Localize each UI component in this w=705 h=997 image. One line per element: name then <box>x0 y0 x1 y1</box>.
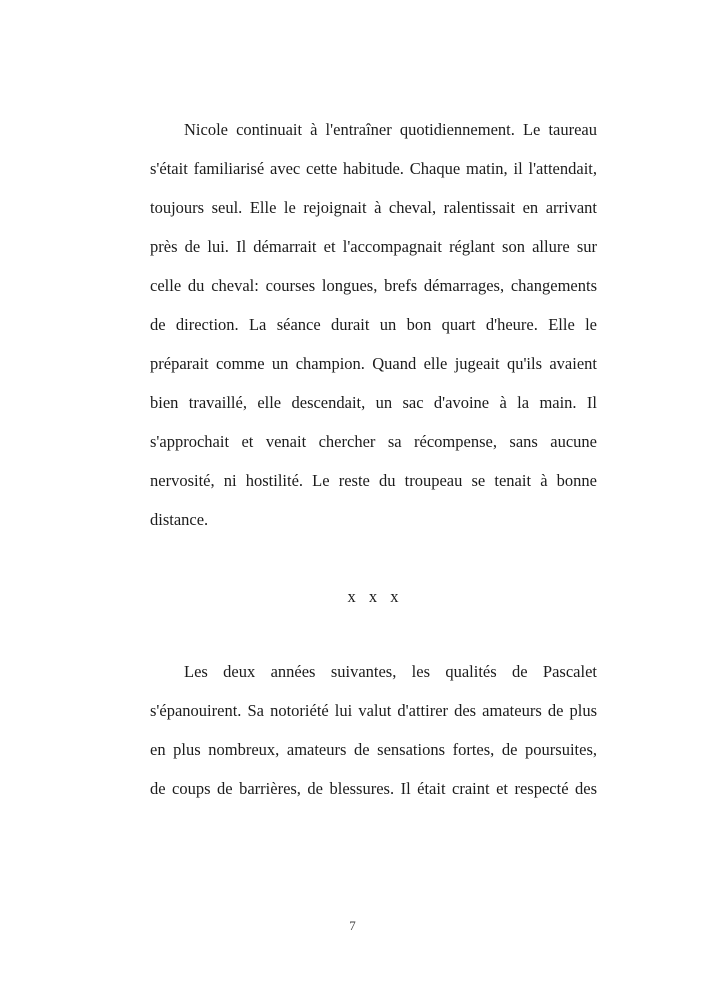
section-separator: x x x <box>347 587 400 606</box>
paragraph1-line: Nicole continuait à l'entraîner quotidiennement. Le taureau <box>184 120 597 139</box>
paragraph2-line: en plus nombreux, amateurs de sensations fortes, de poursuites, <box>150 740 597 759</box>
paragraph1-line: préparait comme un champion. Quand elle jugeait qu'ils avaient <box>150 354 597 373</box>
paragraph1-line: s'approchait et venait chercher sa récompense, sans aucune <box>150 432 597 451</box>
paragraph1-line: toujours seul. Elle le rejoignait à cheval, ralentissait en arrivant <box>150 198 597 217</box>
paragraph1-line: bien travaillé, elle descendait, un sac d'avoine à la main. Il <box>150 393 597 412</box>
paragraph1-line: près de lui. Il démarrait et l'accompagnait réglant son allure sur <box>150 237 597 256</box>
paragraph1-line: nervosité, ni hostilité. Le reste du troupeau se tenait à bonne <box>150 471 597 490</box>
page-number: 7 <box>349 918 356 933</box>
paragraph2-line: de coups de barrières, de blessures. Il était craint et respecté des <box>150 779 597 798</box>
paragraph2-line: s'épanouirent. Sa notoriété lui valut d'attirer des amateurs de plus <box>150 701 597 720</box>
paragraph1-line: celle du cheval: courses longues, brefs démarrages, changements <box>150 276 597 295</box>
paragraph2-line: Les deux années suivantes, les qualités de Pascalet <box>184 662 597 681</box>
text-block <box>150 110 597 808</box>
paragraph1-line: de direction. La séance durait un bon quart d'heure. Elle le <box>150 315 597 334</box>
paragraph1-line: s'était familiarisé avec cette habitude. Chaque matin, il l'attendait, <box>150 159 597 178</box>
paragraph1-line: distance. <box>150 510 209 529</box>
